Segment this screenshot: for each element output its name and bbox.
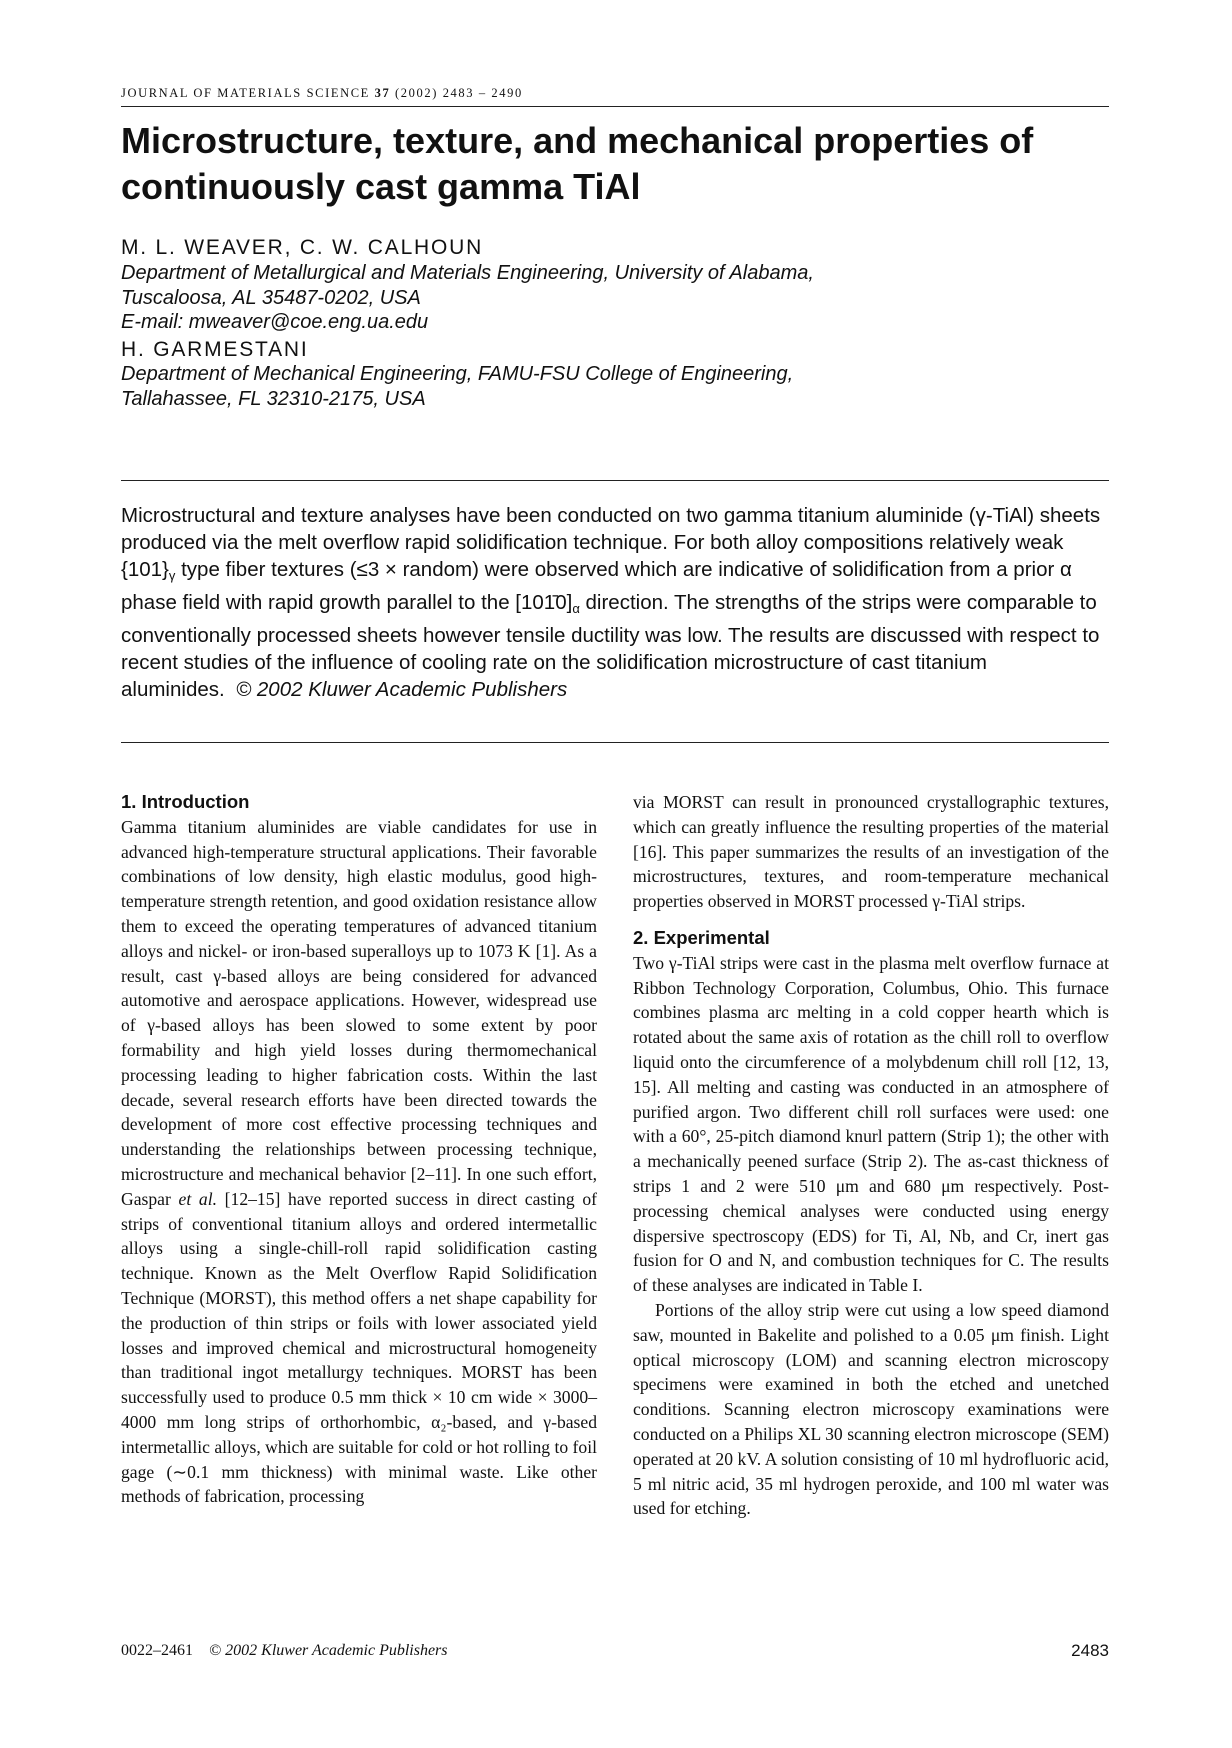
abstract-text-2: type fiber textures (≤3 × random) were observed which are indicative of solidification from a prior α phase field with rapid growth parallel to the [10 [121, 558, 1072, 614]
introduction-continued-paragraph: via MORST can result in pronounced crystallographic textures, which can greatly influence the resulting properties of the material [16]. This paper summarizes the results of an investigation of the microstructures, textures, and room-temperature mechanical properties observed in MORST processed γ-TiAl strips. [633, 792, 1109, 912]
introduction-text-2: [12–15] have reported success in direct casting of strips of conventional titanium alloys and ordered intermetallic alloys using a single-chill-roll rapid solidification casting technique. Known as the Melt Overflow Rapid Solidification Technique (MORST), this method offers a net shape capability for the production of thin strips or foils with lower associated yield losses and improved chemical and microstructural homogeneity than traditional ingot metallurgy techniques. MORST has been successfully used to produce 0.5 mm thick × 10 cm wide × 3000–4000 mm long strips of orthorhombic, α₂-based, and γ-based intermetallic alloys, which are suitable for cold or hot rolling to foil gage (∼0.1 mm thickness) with minimal waste. Like other methods of fabrication, processing [121, 1188, 597, 1507]
introduction-etal: et al. [178, 1188, 217, 1209]
right-column [633, 790, 1109, 1521]
abstract-text-1: Microstructural and texture analyses have been conducted on two gamma titanium aluminide (γ-TiAl) sheets produced via the melt overflow rapid solidification technique. For both alloy compositions relatively weak {101} [121, 504, 1101, 581]
footer-issn-publisher [121, 1642, 448, 1660]
abstract-copyright: © 2002 Kluwer Academic Publishers [236, 678, 568, 701]
running-head [121, 86, 523, 101]
left-column [121, 790, 597, 1509]
author-affiliation-1: Department of Metallurgical and Materials Engineering, University of Alabama, Tuscaloosa, AL 35487-0202, USA E-mail: mweaver@coe.eng.ua.edu [121, 262, 814, 333]
abstract-subscript-alpha: α [572, 601, 580, 616]
section-heading-experimental: 2. Experimental [633, 926, 770, 948]
abstract-subscript-gamma: γ [168, 568, 176, 583]
footer-publisher: © 2002 Kluwer Academic Publishers [209, 1642, 448, 1659]
page-number: 2483 [1071, 1641, 1109, 1660]
abstract-text-3: 0] [555, 591, 573, 614]
paper-page [121, 0, 1109, 1748]
abstract [121, 502, 1109, 703]
footer-issn: 0022–2461 [121, 1642, 193, 1659]
abstract-bottom-rule [121, 742, 1109, 743]
experimental-paragraph-1: Two γ-TiAl strips were cast in the plasma melt overflow furnace at Ribbon Technology Corporation, Columbus, Ohio. This furnace combines plasma arc melting in a cold copper hearth which is rotated about the same axis of rotation as the chill roll to overflow liquid onto the circumference of a molybdenum chill roll [12, 13, 15]. All melting and casting was conducted in an atmosphere of purified argon. Two different chill roll surfaces were used: one with a 60°, 25-pitch diamond knurl pattern (Strip 1); the other with a mechanically peened surface (Strip 2). The as-cast thickness of strips 1 and 2 were 510 μm and 680 μm respectively. Post-processing chemical analyses were conducted using energy dispersive spectroscopy (EDS) for Ti, Al, Nb, and Cr, inert gas fusion for O and N, and combustion techniques for C. The results of these analyses are indicated in Table I. [633, 952, 1109, 1296]
paper-title: Microstructure, texture, and mechanical properties of continuously cast gamma TiAl [121, 120, 1034, 207]
author-affiliation-2: Department of Mechanical Engineering, FAMU-FSU College of Engineering, Tallahassee, FL 32310-2175, USA [121, 363, 794, 410]
abstract-top-rule [121, 480, 1109, 481]
journal-name: JOURNAL OF MATERIALS SCIENCE [121, 86, 370, 100]
journal-year-pages: (2002) 2483 – 2490 [395, 86, 523, 100]
author-names-1: M. L. WEAVER, C. W. CALHOUN [121, 236, 484, 259]
author-names-2: H. GARMESTANI [121, 338, 309, 361]
abstract-overbar-index: 1̄ [543, 591, 556, 614]
journal-volume: 37 [374, 86, 391, 100]
header-rule [121, 106, 1109, 107]
introduction-paragraph [121, 815, 597, 1509]
experimental-paragraph-2: Portions of the alloy strip were cut using a low speed diamond saw, mounted in Bakelite and polished to a 0.05 μm finish. Light optical microscopy (LOM) and scanning electron microscopy specimens were examined in both the etched and unetched conditions. Scanning electron microscopy examinations were conducted on a Philips XL 30 scanning electron microscope (SEM) operated at 20 kV. A solution consisting of 10 ml hydrofluoric acid, 5 ml nitric acid, 35 ml hydrogen peroxide, and 100 ml water was used for etching. [633, 1299, 1109, 1519]
abstract-text-4: direction. The strengths of the strips were comparable to conventionally processed sheets however tensile ductility was low. The results are discussed with respect to recent studies of the influence of cooling rate on the solidification microstructure of cast titanium aluminides. [121, 591, 1100, 701]
introduction-text-1: Gamma titanium aluminides are viable candidates for use in advanced high-temperature structural applications. Their favorable combinations of low density, high elastic modulus, good high-temperature strength retention, and good oxidation resistance allow them to exceed the operating temperatures of advanced titanium alloys and nickel- or iron-based superalloys up to 1073 K [1]. As a result, cast γ-based alloys are being considered for advanced automotive and aerospace applications. However, widespread use of γ-based alloys has been slowed to some extent by poor formability and high yield losses during thermomechanical processing leading to higher fabrication costs. Within the last decade, several research efforts have been directed towards the development of more cost effective processing techniques and understanding the relationships between processing technique, microstructure and mechanical behavior [2–11]. In one such effort, Gaspar [121, 816, 597, 1209]
section-heading-introduction: 1. Introduction [121, 791, 250, 812]
section-gap [633, 914, 1109, 926]
